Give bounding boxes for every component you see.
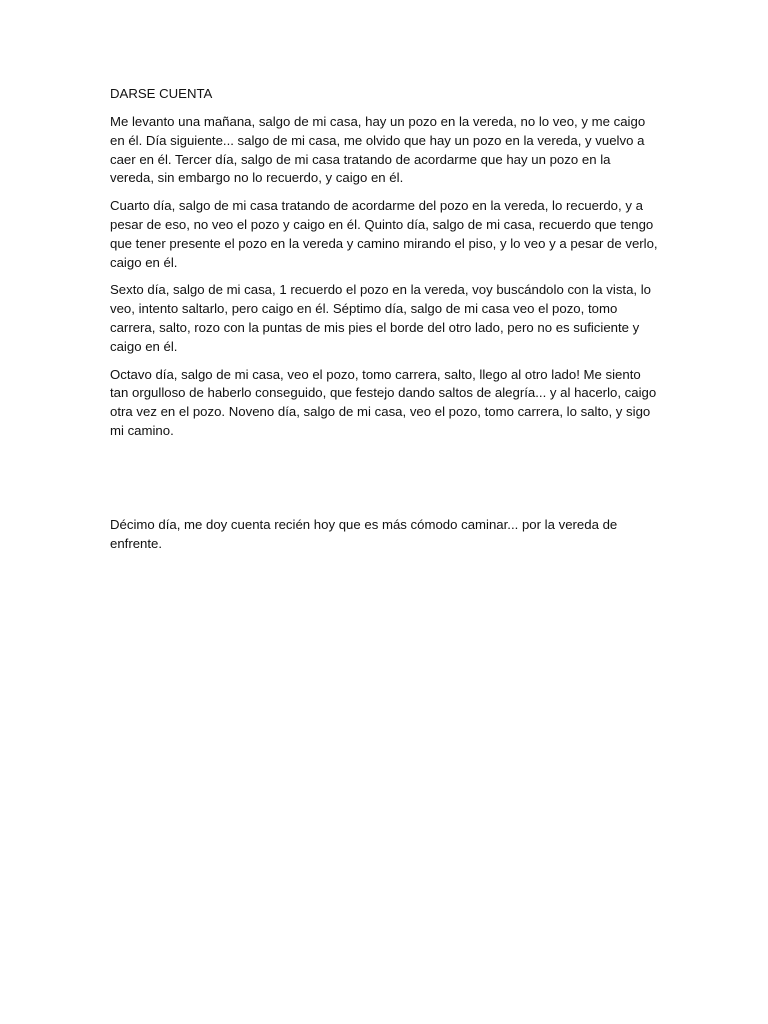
paragraph-2: Cuarto día, salgo de mi casa tratando de acordarme del pozo en la vereda, lo recuerdo, y a pesar de eso, no veo el pozo y caigo en él. Quinto día, salgo de mi casa, recuerdo que tengo que tener presente el pozo en la vereda y camino mirando el piso, y lo veo y a pesar de verlo, caigo en él. [110, 198, 658, 270]
closing-paragraph: Décimo día, me doy cuenta recién hoy que es más cómodo caminar... por la vereda de enfrente. [110, 516, 618, 551]
paragraph-3: Sexto día, salgo de mi casa, 1 recuerdo el pozo en la vereda, voy buscándolo con la vista, lo veo, intento saltarlo, pero caigo en él. Séptimo día, salgo de mi casa veo el pozo, tomo carrera, salto, rozo con la puntas de mis pies el borde del otro lado, pero no es suficiente y caigo en él. [110, 282, 652, 354]
paragraph-4: Octavo día, salgo de mi casa, veo el pozo, tomo carrera, salto, llego al otro lado! Me siento tan orgulloso de haberlo conseguido, que festejo dando saltos de alegría... y al hacerlo, caigo otra vez en el pozo. Noveno día, salgo de mi casa, veo el pozo, tomo carrera, lo salto, y sigo mi camino. [110, 366, 657, 438]
blank-space [110, 450, 658, 516]
paragraph-1: Me levanto una mañana, salgo de mi casa, hay un pozo en la vereda, no lo veo, y me caigo en él. Día siguiente... salgo de mi casa, me olvido que hay un pozo en la vereda, y vuelvo a caer en él. Tercer día, salgo de mi casa tratando de acordarme que hay un pozo en la vereda, sin embargo no lo recuerdo, y caigo en él. [110, 114, 646, 186]
document-title: DARSE CUENTA [110, 86, 213, 101]
